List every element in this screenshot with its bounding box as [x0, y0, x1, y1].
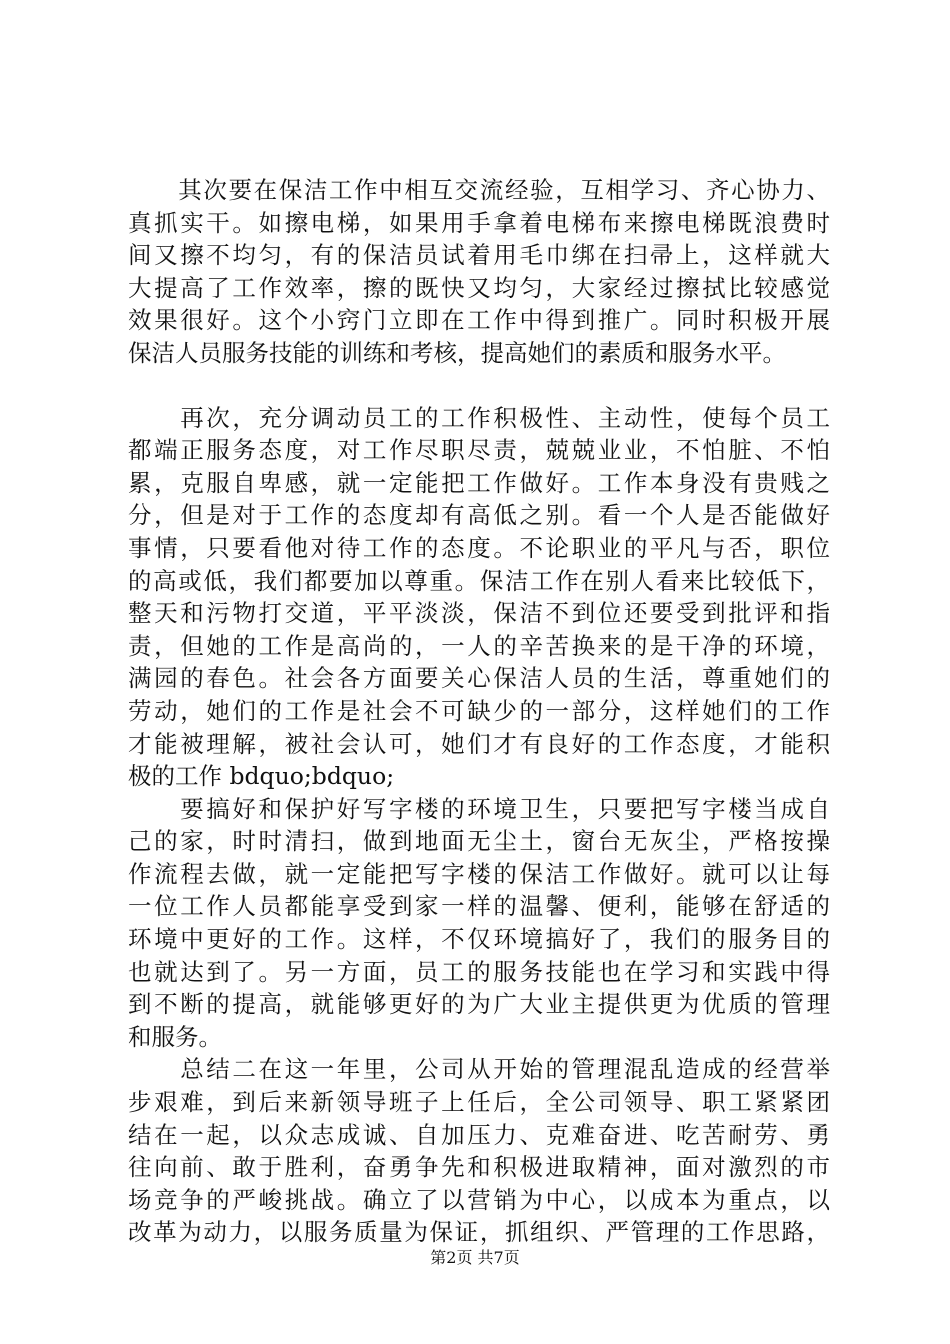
text-line: 己的家，时时清扫，做到地面无尘土，窗台无灰尘，严格按操	[128, 827, 830, 856]
text-line: 才能被理解，被社会认可，她们才有良好的工作态度，才能积	[128, 729, 830, 758]
text-line: 和服务。	[128, 1022, 222, 1051]
text-line: 间又擦不均匀，有的保洁员试着用毛巾绑在扫帚上，这样就大	[128, 241, 830, 270]
text-line: 累，克服自卑感，就一定能把工作做好。工作本身没有贵贱之	[128, 468, 830, 497]
text-line: 也就达到了。另一方面，员工的服务技能也在学习和实践中得	[128, 957, 830, 986]
text-line: 责，但她的工作是高尚的，一人的辛苦换来的是干净的环境，	[128, 631, 830, 660]
text-line: 其次要在保洁工作中相互交流经验，互相学习、齐心协力、	[128, 176, 830, 204]
text-line: 要搞好和保护好写字楼的环境卫生，只要把写字楼当成自	[128, 794, 830, 823]
text-line: 一位工作人员都能享受到家一样的温馨、便利，能够在舒适的	[128, 892, 830, 921]
text-line: 整天和污物打交道，平平淡淡，保洁不到位还要受到批评和指	[128, 599, 830, 628]
text-line: 场竞争的严峻挑战。确立了以营销为中心，以成本为重点，以	[128, 1185, 830, 1214]
text-line: 大提高了工作效率，擦的既快又均匀，大家经过擦拭比较感觉	[128, 273, 830, 302]
text-line: 真抓实干。如擦电梯，如果用手拿着电梯布来擦电梯既浪费时	[128, 208, 830, 237]
body-text	[128, 174, 830, 1249]
text-line: 往向前、敢于胜利，奋勇争先和积极进取精神，面对激烈的市	[128, 1153, 830, 1182]
text-line: 事情，只要看他对待工作的态度。不论职业的平凡与否，职位	[128, 533, 830, 562]
text-line: 劳动，她们的工作是社会不可缺少的一部分，这样她们的工作	[128, 696, 830, 725]
paragraph	[128, 402, 830, 793]
text-line: 改革为动力，以服务质量为保证，抓组织、严管理的工作思路，	[128, 1218, 830, 1247]
text-line: 满园的春色。社会各方面要关心保洁人员的生活，尊重她们的	[128, 664, 830, 693]
text-line: 极的工作 bdquo;bdquo;	[128, 762, 395, 791]
paragraph	[128, 793, 830, 1054]
paragraph	[128, 1053, 830, 1249]
text-line: 步艰难，到后来新领导班子上任后，全公司领导、职工紧紧团	[128, 1088, 830, 1117]
text-line: 分，但是对于工作的态度却有高低之别。看一个人是否能做好	[128, 501, 830, 530]
page-number: 第2页 共7页	[430, 1248, 520, 1267]
text-line: 到不断的提高，就能够更好的为广大业主提供更为优质的管理	[128, 990, 830, 1019]
text-line: 结在一起，以众志成诚、自加压力、克难奋进、吃苦耐劳、勇	[128, 1120, 830, 1149]
text-line: 都端正服务态度，对工作尽职尽责，兢兢业业，不怕脏、不怕	[128, 436, 830, 465]
paragraph	[128, 174, 830, 370]
text-line: 总结二在这一年里，公司从开始的管理混乱造成的经营举	[128, 1055, 830, 1084]
text-line: 保洁人员服务技能的训练和考核，提高她们的素质和服务水平。	[128, 338, 786, 367]
paragraph-gap	[128, 370, 830, 402]
text-line: 环境中更好的工作。这样，不仅环境搞好了，我们的服务目的	[128, 925, 830, 954]
text-line: 的高或低，我们都要加以尊重。保洁工作在别人看来比较低下，	[128, 566, 830, 595]
text-line: 作流程去做，就一定能把写字楼的保洁工作做好。就可以让每	[128, 859, 830, 888]
text-line: 效果很好。这个小窍门立即在工作中得到推广。同时积极开展	[128, 306, 830, 335]
text-line: 再次，充分调动员工的工作积极性、主动性，使每个员工	[128, 403, 830, 432]
